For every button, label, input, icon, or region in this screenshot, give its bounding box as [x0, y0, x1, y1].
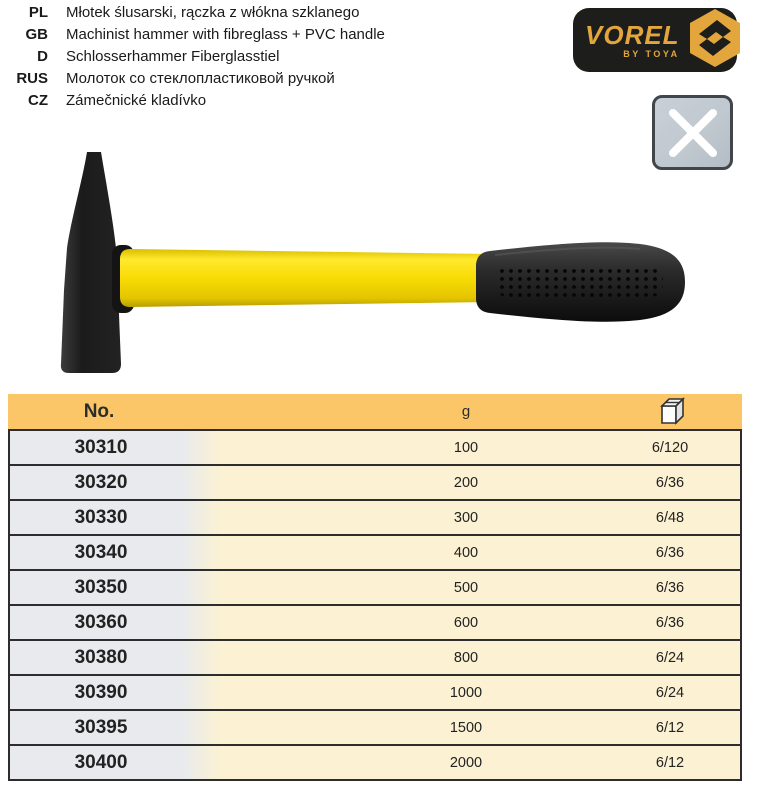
cell-item-number: 30320	[74, 471, 128, 493]
cell-weight-grams: 300	[453, 509, 479, 526]
cell-weight-grams: 100	[453, 439, 479, 456]
cell-weight-grams: 400	[453, 544, 479, 561]
column-header-weight: g	[461, 403, 471, 420]
spec-table	[8, 394, 742, 781]
table-row	[10, 711, 740, 746]
cell-item-number: 30400	[74, 751, 128, 773]
language-row	[8, 48, 568, 70]
language-list	[8, 4, 568, 114]
language-row	[8, 70, 568, 92]
language-code: PL	[28, 4, 48, 21]
vorel-hexagon-icon	[684, 8, 746, 73]
spec-table-header	[8, 394, 742, 429]
cell-item-number: 30395	[74, 716, 128, 738]
language-code: GB	[25, 26, 48, 43]
language-row	[8, 26, 568, 48]
table-row	[10, 501, 740, 536]
cell-item-number: 30340	[74, 541, 128, 563]
cell-packaging: 6/24	[655, 684, 685, 701]
product-image-hammer	[40, 140, 750, 395]
cell-packaging: 6/24	[655, 649, 685, 666]
product-name-text: Młotek ślusarski, rączka z włókna szklanego	[66, 4, 360, 21]
cell-weight-grams: 1500	[449, 719, 483, 736]
cell-item-number: 30360	[74, 611, 128, 633]
cell-packaging: 6/36	[655, 579, 685, 596]
language-code: RUS	[16, 70, 48, 87]
column-header-no: No.	[83, 400, 115, 422]
cell-weight-grams: 2000	[449, 754, 483, 771]
product-name-text: Machinist hammer with fibreglass + PVC handle	[66, 26, 385, 43]
table-row	[10, 536, 740, 571]
language-code: D	[37, 48, 48, 65]
brand-logo	[573, 8, 737, 72]
language-row	[8, 4, 568, 26]
table-row	[10, 571, 740, 606]
cell-item-number: 30310	[74, 436, 128, 458]
spec-table-body	[8, 429, 742, 781]
cell-item-number: 30330	[74, 506, 128, 528]
cell-weight-grams: 500	[453, 579, 479, 596]
cell-packaging: 6/12	[655, 719, 685, 736]
product-name-text: Молоток со стеклопластиковой ручкой	[66, 70, 335, 87]
cell-packaging: 6/36	[655, 474, 685, 491]
cell-packaging: 6/36	[655, 614, 685, 631]
cell-item-number: 30350	[74, 576, 128, 598]
cell-weight-grams: 200	[453, 474, 479, 491]
cell-item-number: 30390	[74, 681, 128, 703]
brand-logo-text	[585, 19, 680, 59]
cell-weight-grams: 800	[453, 649, 479, 666]
cell-weight-grams: 600	[453, 614, 479, 631]
product-name-text: Schlosserhammer Fiberglasstiel	[66, 48, 280, 65]
product-name-text: Zámečnické kladívko	[66, 92, 207, 109]
cell-packaging: 6/12	[655, 754, 685, 771]
cell-packaging: 6/120	[651, 439, 689, 456]
language-code: CZ	[28, 92, 48, 109]
table-row	[10, 676, 740, 711]
table-row	[10, 746, 740, 779]
carton-box-icon	[602, 397, 742, 427]
cell-packaging: 6/48	[655, 509, 685, 526]
table-row	[10, 606, 740, 641]
brand-subtitle: BY TOYA	[623, 48, 680, 59]
brand-name: VOREL	[585, 19, 680, 50]
table-row	[10, 431, 740, 466]
language-row	[8, 92, 568, 114]
cell-packaging: 6/36	[655, 544, 685, 561]
cell-weight-grams: 1000	[449, 684, 483, 701]
table-row	[10, 466, 740, 501]
cell-item-number: 30380	[74, 646, 128, 668]
table-row	[10, 641, 740, 676]
